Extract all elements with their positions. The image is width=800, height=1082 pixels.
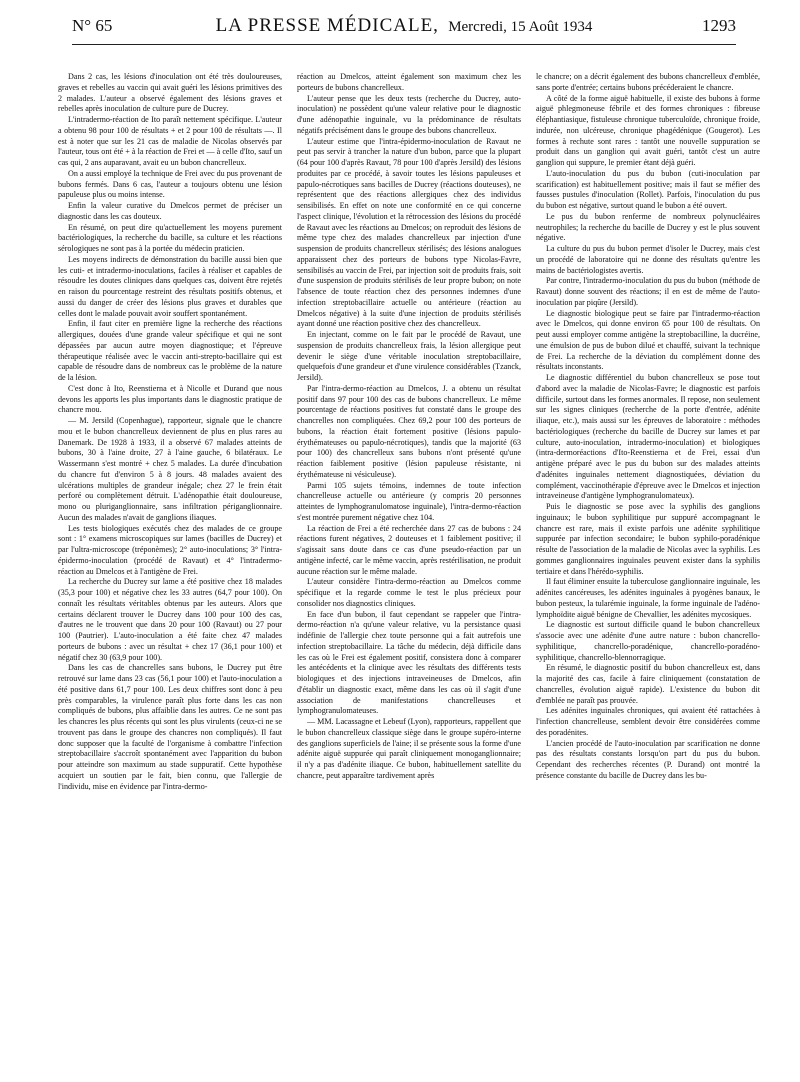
- paragraph: L'intradermo-réaction de Ito paraît nettement spécifique. L'auteur a obtenu 98 pour 100 de résultats + et 2 pour 100 de résultats —. Il est à noter que sur les 21 cas de maladie de Nicolas observés par l'auteur, tous ont été + à la réaction de Frei et — à celle d'Ito, sauf un cas qui, 2 ans auparavant, avait eu un bubon chancrelleux.: [58, 115, 282, 167]
- paragraph: En résumé, on peut dire qu'actuellement les moyens purement bactériologiques, la recherche du bacille, sa culture et les réactions sérologiques ne sont pas à la portée du médecin praticien.: [58, 222, 282, 253]
- paragraph: Dans les cas de chancrelles sans bubons, le Ducrey put être retrouvé sur lame dans 23 cas (56,1 pour 100) et l'auto-inoculation a été positive dans 61,7 pour 100. Les deux chiffres sont donc à peu près comparables, la virulence paraît plus forte dans les cas non compliqués de bubons, plus affaiblie dans les autres. Ce ne sont pas les chancres les plus récents qui sont les plus virulents (ceux-ci ne se trouvent pas dans le groupe des chancres non compliqués). Il faut donc supposer que la faculté de l'organisme à combattre l'infection streptobacillaire s'accroît spontanément avec l'apparition du bubon pour atteindre son maximum au stade suppuratif. Cette hypothèse acquiert un soutien par le fait, bien connu, que l'allergie de l'individu, mise en évidence par l'intra-dermo-: [58, 663, 282, 791]
- paragraph: On a aussi employé la technique de Frei avec du pus provenant de bubons fermés. Dans 6 cas, l'auteur a toujours obtenu une lésion papuleuse plus ou moins intense.: [58, 168, 282, 200]
- paragraph: Puis le diagnostic se pose avec la syphilis des ganglions inguinaux; le bubon syphilitique pur suppuré accompagnant le chancre est rare, mais il existe parfois une adénite syphilitique suppurée par infection secondaire; le bubon syphilo-poradénique résulte de l'association de la maladie de Nicolas avec la syphilis. Les gommes ganglionnaires inguinales peuvent exister dans la syphilis tertiaire et dans l'hérédo-syphilis.: [536, 502, 760, 576]
- page-number: 1293: [702, 16, 736, 35]
- paragraph: En face d'un bubon, il faut cependant se rappeler que l'intra-dermo-réaction n'a qu'une valeur relative, vu la persistance quasi indéfinie de l'allergie chez toute personne qui a fait autrefois une infection streptobacillaire. La tâche du médecin, déjà difficile dans les cas où le Frei est également positif, consistera donc à comparer les antécédents et la clinique avec les résultats des différents tests biologiques et des injections intraveineuses de Dmelcos, afin d'établir un diagnostic exact, même dans les cas où il s'agit d'une association de manifestations chancrelleuses et lymphogranulomateuses.: [297, 609, 521, 716]
- journal-name: LA PRESSE MÉDICALE,: [215, 15, 439, 36]
- paragraph: L'auteur considère l'intra-dermo-réaction au Dmelcos comme spécifique et la regarde comme le test le plus précieux pour consolider nos diagnostics cliniques.: [297, 577, 521, 608]
- paragraph: Par l'intra-dermo-réaction au Dmelcos, J. a obtenu un résultat positif dans 97 pour 100 des cas de bubons chancrelleux. Le même pourcentage de réactions positives fut constaté dans le groupe des chancrelles non compliquées. Chez 69,2 pour 100 des porteurs de bubons, la réaction était fortement positive (lésions papulo-érythémateuses ou papulo-nécrotiques), tandis que la majorité (63 pour 100) des chancrelleux sans bubons n'ont présenté qu'une réaction faiblement positive (lésion papuleuse résistante, ni érythémateuse ni vésiculeuse).: [297, 383, 521, 479]
- paragraph: La recherche du Ducrey sur lame a été positive chez 18 malades (35,3 pour 100) et négative chez les 33 autres (64,7 pour 100). On connaît les résultats véritables obtenus par les auteurs. Alors que certains déclarent trouver le Ducrey dans 100 pour 100 des cas, d'autres ne le trouvent que dans 20 pour 100 (Ravaut) ou 27 pour 100 (Pautrier). L'auto-inoculation a été faite chez 47 malades porteurs de bubons : avec un résultat + chez 17 (36,1 pour 100) et négatif chez 30 (63,9 pour 100).: [58, 577, 282, 662]
- paragraph: La réaction de Frei a été recherchée dans 27 cas de bubons : 24 réactions furent négatives, 2 douteuses et 1 faiblement positive; il s'agissait sans doute dans ce cas d'une pseudo-réaction par un antigène infecté, car le même vaccin, après restérilisation, ne produit aucune réaction sur le même malade.: [297, 523, 521, 576]
- paragraph: réaction au Dmelcos, atteint également son maximum chez les porteurs de bubons chancrelleux.: [297, 72, 521, 92]
- paragraph: En résumé, le diagnostic positif du bubon chancrelleux est, dans la majorité des cas, facile à faire cliniquement (constatation de chancrelles, évolution aiguë rapide). L'existence du bubon dit d'emblée ne paraît pas prouvée.: [536, 663, 760, 705]
- paragraph: Le diagnostic est surtout difficile quand le bubon chancrelleux s'associe avec une adénite d'une autre nature : bubon chancrello-syphilitique, chancrello-poradénique, chancrello-poradéno-syphilitique, chancrello-blennorragique.: [536, 620, 760, 662]
- paragraph: Le diagnostic biologique peut se faire par l'intradermo-réaction avec le Dmelcos, qui donne environ 65 pour 100 de résultats. On peut aussi employer comme antigène la streptobacilline, la ducréine, une émulsion de pus de bubon dilué et chauffé, suivant la technique de Frei. La recherche de la déviation du complément donne des résultats inconstants.: [536, 308, 760, 372]
- paragraph: — M. Jersild (Copenhague), rapporteur, signale que le chancre mou et le bubon chancrelleux deviennent de plus en plus rares au Danemark. De 1928 à 1933, il a observé 67 malades atteints de bubons, 30 à l'aine droite, 27 à l'aine gauche, 6 bilatéraux. Le Wassermann s'est montré + chez 5 malades. La durée d'incubation du chancre fut d'environ 5 à 8 jours. 48 malades avaient des ulcérations multiples de grandeur inégale; chez 27 le frein était perforé ou complètement détruit. L'adénopathie était douloureuse, mono ou pluriganglionnaire, sans infiltration périganglionnaire. Aucun des malades n'avait de ganglions iliaques.: [58, 416, 282, 522]
- text-column-2: [297, 72, 521, 1072]
- paragraph: Les adénites inguinales chroniques, qui avaient été rattachées à l'infection chancrelleuse, semblent devoir être considérées comme des poradénites.: [536, 706, 760, 737]
- paragraph: — MM. Lacassagne et Lebeuf (Lyon), rapporteurs, rappellent que le bubon chancrelleux classique siège dans le groupe supéro-interne des ganglions superficiels de l'aine; il se présente sous la forme d'une adénite aiguë suppurée qui paraît cliniquement monoganglionnaire; il n'y a pas d'adénite iliaque. Ce bubon, habituellement satellite du chancre, peut apparaître tardivement après: [297, 717, 521, 780]
- page-header: [72, 14, 736, 45]
- paragraph: C'est donc à Ito, Reenstierna et à Nicolle et Durand que nous devons les apports les plus importants dans le diagnostic pratique de chancre mou.: [58, 383, 282, 415]
- text-column-3: [536, 72, 760, 1072]
- paragraph: L'auteur pense que les deux tests (recherche du Ducrey, auto-inoculation) ne possèdent qu'une valeur relative pour le diagnostic d'une adénopathie inguinale, vu la prédominance de résultats négatifs précisément dans le groupe des bubons chancrelleux.: [297, 93, 521, 135]
- paragraph: L'auteur estime que l'intra-épidermo-inoculation de Ravaut ne peut pas servir à trancher la nature d'un bubon, parce que la plupart (64 pour 100 d'après Ravaut, 78 pour 100 d'après Jersild) des lésions produites par ce procédé, à savoir toutes les lésions papuleuses et papulo-nécrotiques sans bacilles de Ducrey (réactions douteuses), ne représentent que des réactions allergiques chez des individus sensibilisés. En effet on note une conformité en ce qui concerne l'aspect clinique, l'évolution et la rétrocession des lésions du procédé de Ravaut avec les réactions au Dmelcos; on reproduit des lésions de même type chez des malades chancrelleux par injection d'une suspension de produits chancrelleux stérilisés; des lésions analogues apparaissent chez des porteurs de bubons type Nicolas-Favre, sensibilisés au vaccin de Frei, par injection soit de produits frais, soit d'une suspension de produits stérilisés de leur propre bubon; on note l'absence de toute réaction chez des personnes indemnes d'une infection streptobacillaire actuelle ou antérieure (réaction au Dmelcos négative) à la suite d'une injection de produits stérilisés ayant donné une réaction positive chez des chancrelleux.: [297, 136, 521, 329]
- paragraph: Le diagnostic différentiel du bubon chancrelleux se pose tout d'abord avec la maladie de Nicolas-Favre; le diagnostic est parfois difficile, surtout dans les formes anormales. Il repose, non seulement sur les signes cliniques (recherche de la porte d'entrée, adénite iliaque, etc.), mais aussi sur les épreuves de laboratoire : méthodes bactériologiques (recherche du bacille de Ducrey sur lames et par culture, auto-inoculation, intradermo-inoculation) et biologiques (intra-dermoréactions d'Ito-Reenstierna et de Frei, essai d'un antigène préparé avec le pus du bubon sur des malades atteints d'adénites inguinales nettement diagnostiquées, déviation du complément, vaccinothérapie d'épreuve avec le Dmelcos et injection intraveineuse d'antigène lymphogranulomateux).: [536, 373, 760, 501]
- paragraph: le chancre; on a décrit également des bubons chancrelleux d'emblée, sans porte d'entrée; certains bubons précéderaient le chancre.: [536, 72, 760, 92]
- paragraph: Les tests biologiques exécutés chez des malades de ce groupe sont : 1° examens microscopiques sur lames (bacilles de Ducrey) et par l'ultra-microscope (tréponèmes); 2° auto-inoculations; 3° l'intra-épidermo-inoculation (procédé de Ravaut) et 4° l'intradermo-réaction au Dmelcos et à l'antigène de Frei.: [58, 523, 282, 576]
- paragraph: En injectant, comme on le fait par le procédé de Ravaut, une suspension de produits chancrelleux frais, la lésion allergique peut devenir le siège d'une véritable inoculation streptobacillaire, quelquefois d'une grandeur et d'une virulence considérables (Tzanck, Jersild).: [297, 330, 521, 382]
- text-column-1: [58, 72, 282, 1072]
- paragraph: Par contre, l'intradermo-inoculation du pus du bubon (méthode de Ravaut) donne souvent des réactions; il en est de même de l'auto-inoculation par piqûre (Jersild).: [536, 276, 760, 307]
- paragraph: Enfin, il faut citer en première ligne la recherche des réactions allergiques, douées d'une grande valeur spécifique et qui ne sont dépassées par aucun autre moyen diagnostique; et l'épreuve thérapeutique réalisée avec le vaccin anti-strepto-bacillaire qui est capable de résoudre dans de nombreux cas le problème de la nature de la lésion.: [58, 319, 282, 382]
- paragraph: L'auto-inoculation du pus du bubon (cuti-inoculation par scarification) est habituellement positive; mais il faut se méfier des fausses pustules d'inoculation (Rollet). Parfois, l'inoculation du pus du bubon est négative, surtout quand le bubon a été ouvert.: [536, 168, 760, 210]
- paragraph: Les moyens indirects de démonstration du bacille aussi bien que les cuti- et intradermo-inoculations, faciles à réaliser et capables de résoudre les doutes cliniques dans quelques cas, doivent être rejetés en raison du pourcentage restreint des résultats positifs obtenus, et aussi du danger de créer des lésions plus graves et durables que celles dont le malade pouvait avoir souffert spontanément.: [58, 254, 282, 318]
- paragraph: Parmi 105 sujets témoins, indemnes de toute infection chancrelleuse actuelle ou antérieure (y compris 20 personnes atteintes de lymphogranulomatose inguinale), l'intra-dermo-réaction s'est montrée purement négative chez 104.: [297, 480, 521, 522]
- issue-date: Mercredi, 15 Août 1934: [448, 19, 593, 35]
- paragraph: Dans 2 cas, les lésions d'inoculation ont été très douloureuses, graves et rebelles au vaccin qui avait guéri les lésions primitives des 2 malades. L'auteur a observé également des lésions graves et rebelles après inoculation de culture pure de Ducrey.: [58, 72, 282, 114]
- paragraph: A côté de la forme aiguë habituelle, il existe des bubons à forme aiguë phlegmoneuse fébrile et des formes chroniques : fibreuse éléphantiasique, fistuleuse chronique tuberculoïde, chronique froide, indurée, non ulcéreuse, chronique phagédénique (Gougerot). Les formes à rechute sont rares : tantôt une nouvelle suppuration se produit dans un ganglion qui avait guéri, tantôt c'est un autre ganglion qui suppure, le premier étant déjà guéri.: [536, 93, 760, 167]
- paragraph: Il faut éliminer ensuite la tuberculose ganglionnaire inguinale, les adénites cancéreuses, les adénites inguinales à pyogènes banaux, le bubon pesteux, la tularémie inguinale, la forme inguinale de l'adéno-lymphoïdite aiguë bénigne de Chevallier, les adénites mycosiques.: [536, 577, 760, 619]
- paragraph: Enfin la valeur curative du Dmelcos permet de préciser un diagnostic dans les cas douteux.: [58, 201, 282, 221]
- issue-number: N° 65: [72, 16, 113, 35]
- article-body: [58, 72, 760, 1072]
- journal-title-line: [72, 15, 736, 37]
- paragraph: Le pus du bubon renferme de nombreux polynucléaires neutrophiles; la recherche du bacille de Ducrey y est le plus souvent négative.: [536, 211, 760, 243]
- paragraph: L'ancien procédé de l'auto-inoculation par scarification ne donne pas des résultats constants lorsqu'on part du pus du bubon. Cependant des recherches récentes (P. Durand) ont montré la présence constante du bacille de Ducrey dans les bu-: [536, 738, 760, 780]
- paragraph: La culture du pus du bubon permet d'isoler le Ducrey, mais c'est un procédé de laboratoire qui ne donne des résultats qu'entre les mains de bactériologistes avertis.: [536, 244, 760, 275]
